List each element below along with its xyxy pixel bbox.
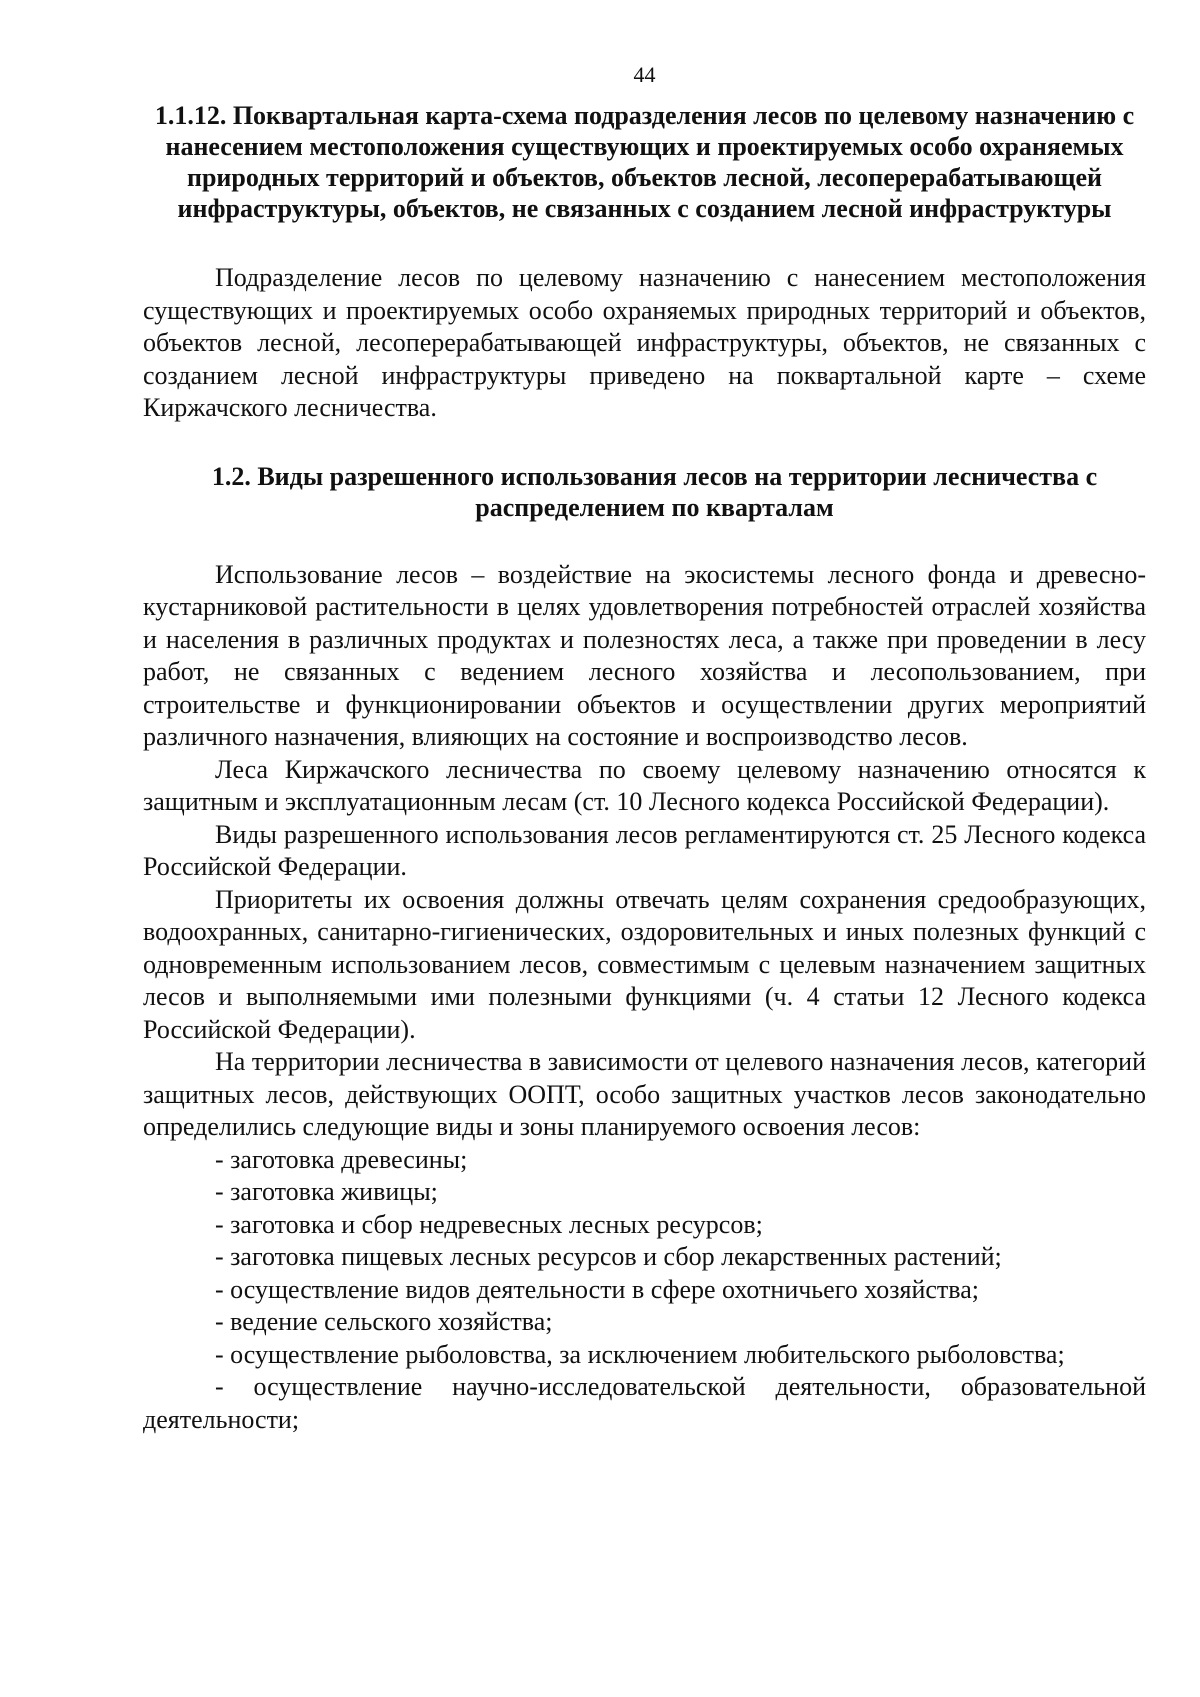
list-item: - заготовка древесины;: [215, 1144, 468, 1174]
list-item: - осуществление научно-исследовательской деятельности, образовательной деятельности;: [143, 1372, 1146, 1434]
section-heading-1-2: 1.2. Виды разрешенного использования лесов на территории лесничества с распределением по кварталам: [211, 461, 1098, 522]
list-item: - заготовка и сбор недревесных лесных ресурсов;: [215, 1209, 763, 1239]
list-item: - осуществление рыболовства, за исключением любительского рыболовства;: [215, 1339, 1065, 1369]
section-2-paragraph-4: Приоритеты их освоения должны отвечать целям сохранения средообразующих, водоохранных, санитарно-гигиенических, оздоровительных и иных полезных функций с одновременным использованием лесов, совместимым с целевым назначением защитных лесов и выполняемыми ими полезными функциями (ч. 4 статьи 12 Лесного кодекса Российской Федерации).: [143, 884, 1146, 1044]
list-item: - осуществление видов деятельности в сфере охотничьего хозяйства;: [215, 1274, 979, 1304]
section-2-paragraph-2: Леса Киржачского лесничества по своему целевому назначению относятся к защитным и эксплуатационным лесам (ст. 10 Лесного кодекса Российской Федерации).: [143, 754, 1146, 816]
list-item: - заготовка пищевых лесных ресурсов и сбор лекарственных растений;: [215, 1242, 1002, 1271]
section-heading-1-1-12: 1.1.12. Поквартальная карта-схема подразделения лесов по целевому назначению с нанесением местоположения существующих и проектируемых особо охраняемых природных территорий и объектов, объектов лесной, лесоперерабатывающей инфраструктуры, объектов, не связанных с созданием лесной инфраструктуры: [154, 101, 1135, 223]
section-2-paragraph-5: На территории лесничества в зависимости от целевого назначения лесов, категорий защитных лесов, действующих ООПТ, особо защитных участков лесов законодательно определились следующие виды и зоны планируемого освоения лесов:: [143, 1047, 1146, 1141]
document-page: [143, 62, 1146, 1436]
list-item: - заготовка живицы;: [215, 1177, 438, 1206]
list-item: - ведение сельского хозяйства;: [215, 1307, 553, 1336]
page-number: 44: [633, 62, 656, 87]
forest-use-types-list: [143, 1144, 1146, 1437]
section-2-paragraph-1: Использование лесов – воздействие на экосистемы лесного фонда и древесно-кустарниковой растительности в целях удовлетворения потребностей отраслей хозяйства и населения в различных продуктах и полезностях леса, а также при проведении в лесу работ, не связанных с ведением лесного хозяйства и лесопользованием, при строительстве и функционировании объектов и осуществлении других мероприятий различного назначения, влияющих на состояние и воспроизводство лесов.: [143, 559, 1146, 751]
section-1-paragraph: Подразделение лесов по целевому назначению с нанесением местоположения существующих и проектируемых особо охраняемых природных территорий и объектов, объектов лесной, лесоперерабатывающей инфраструктуры, объектов, не связанных с созданием лесной инфраструктуры приведено на поквартальной карте – схеме Киржачского лесничества.: [143, 263, 1146, 422]
section-2-paragraph-3: Виды разрешенного использования лесов регламентируются ст. 25 Лесного кодекса Российской Федерации.: [143, 819, 1146, 881]
